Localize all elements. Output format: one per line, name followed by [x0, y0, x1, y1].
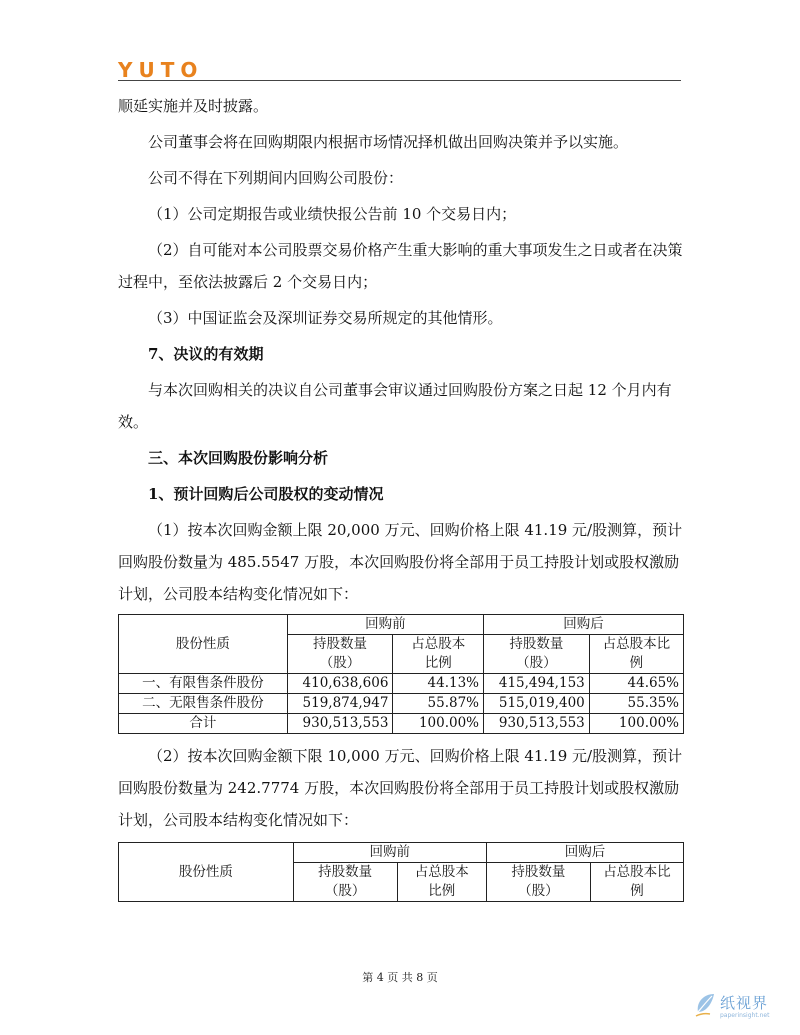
cell-before-shares: 519,874,947 — [287, 694, 393, 714]
header-ratio-after: 占总股本比 例 — [590, 863, 683, 902]
watermark-name: 纸视界 — [720, 994, 769, 1012]
section-heading-validity: 7、决议的有效期 — [148, 345, 264, 363]
list-item-restriction-1: （1）公司定期报告或业绩快报公告前 10 个交易日内； — [148, 205, 517, 223]
row-label: 二、无限售条件股份 — [119, 694, 288, 714]
paragraph-validity: 与本次回购相关的决议自公司董事会审议通过回购股份方案之日起 12 个月内有效。 — [118, 381, 672, 431]
cell-after-shares: 930,513,553 — [484, 714, 590, 734]
header-nature: 股份性质 — [119, 843, 294, 902]
header-nature: 股份性质 — [119, 615, 288, 674]
list-item-restriction-3: （3）中国证监会及深圳证券交易所规定的其他情形。 — [148, 309, 503, 327]
share-structure-table-upper — [118, 614, 684, 734]
paragraph-continuation: 顺延实施并及时披露。 — [118, 97, 269, 115]
header-ratio-before: 占总股本 比例 — [393, 635, 484, 674]
document-body — [118, 90, 684, 908]
cell-before-ratio: 100.00% — [393, 714, 484, 734]
table-row — [119, 694, 684, 714]
header-shares-after: 持股数量 （股） — [486, 863, 590, 902]
table-row — [119, 674, 684, 694]
header-after: 回购后 — [484, 615, 684, 635]
cell-before-shares: 930,513,553 — [287, 714, 393, 734]
paragraph-board-decision: 公司董事会将在回购期限内根据市场情况择机做出回购决策并予以实施。 — [148, 133, 629, 151]
company-logo: YUTO — [118, 58, 204, 82]
watermark-url: paperinsight.net — [720, 1012, 770, 1019]
leaf-logo-icon — [694, 992, 716, 1018]
header-shares-before: 持股数量 （股） — [287, 635, 393, 674]
header-shares-after: 持股数量 （股） — [484, 635, 590, 674]
header-before: 回购前 — [287, 615, 483, 635]
share-structure-table-lower — [118, 842, 684, 902]
paragraph-upper-limit: （1）按本次回购金额上限 20,000 万元、回购价格上限 41.19 元/股测算，预计回购股份数量为 485.5547 万股，本次回购股份将全部用于员工持股计划或股权激励计划，公司股本结构变化情况如下： — [118, 521, 683, 603]
header-ratio-after: 占总股本比 例 — [589, 635, 683, 674]
header-shares-before: 持股数量 （股） — [293, 863, 397, 902]
cell-after-shares: 415,494,153 — [484, 674, 590, 694]
page-number: 第 4 页 共 8 页 — [362, 971, 438, 984]
paragraph-restriction-intro: 公司不得在下列期间内回购公司股份： — [148, 169, 404, 187]
header-after: 回购后 — [486, 843, 683, 863]
cell-before-shares: 410,638,606 — [287, 674, 393, 694]
cell-after-shares: 515,019,400 — [484, 694, 590, 714]
list-item-restriction-2: （2）自可能对本公司股票交易价格产生重大影响的重大事项发生之日或者在决策过程中，至依法披露后 2 个交易日内； — [118, 241, 683, 291]
row-label: 合计 — [119, 714, 288, 734]
header-ratio-before: 占总股本 比例 — [397, 863, 486, 902]
cell-after-ratio: 100.00% — [589, 714, 683, 734]
header-before: 回购前 — [293, 843, 486, 863]
row-label: 一、有限售条件股份 — [119, 674, 288, 694]
header-divider — [118, 80, 681, 81]
cell-after-ratio: 44.65% — [589, 674, 683, 694]
paragraph-lower-limit: （2）按本次回购金额下限 10,000 万元、回购价格上限 41.19 元/股测算，预计回购股份数量为 242.7774 万股，本次回购股份将全部用于员工持股计划或股权激励计划，公司股本结构变化情况如下： — [118, 747, 683, 829]
subsection-heading-equity-change: 1、预计回购后公司股权的变动情况 — [148, 485, 384, 503]
table-row — [119, 714, 684, 734]
section-heading-impact: 三、本次回购股份影响分析 — [148, 449, 329, 467]
cell-before-ratio: 55.87% — [393, 694, 484, 714]
watermark — [694, 990, 786, 1030]
cell-before-ratio: 44.13% — [393, 674, 484, 694]
cell-after-ratio: 55.35% — [589, 694, 683, 714]
